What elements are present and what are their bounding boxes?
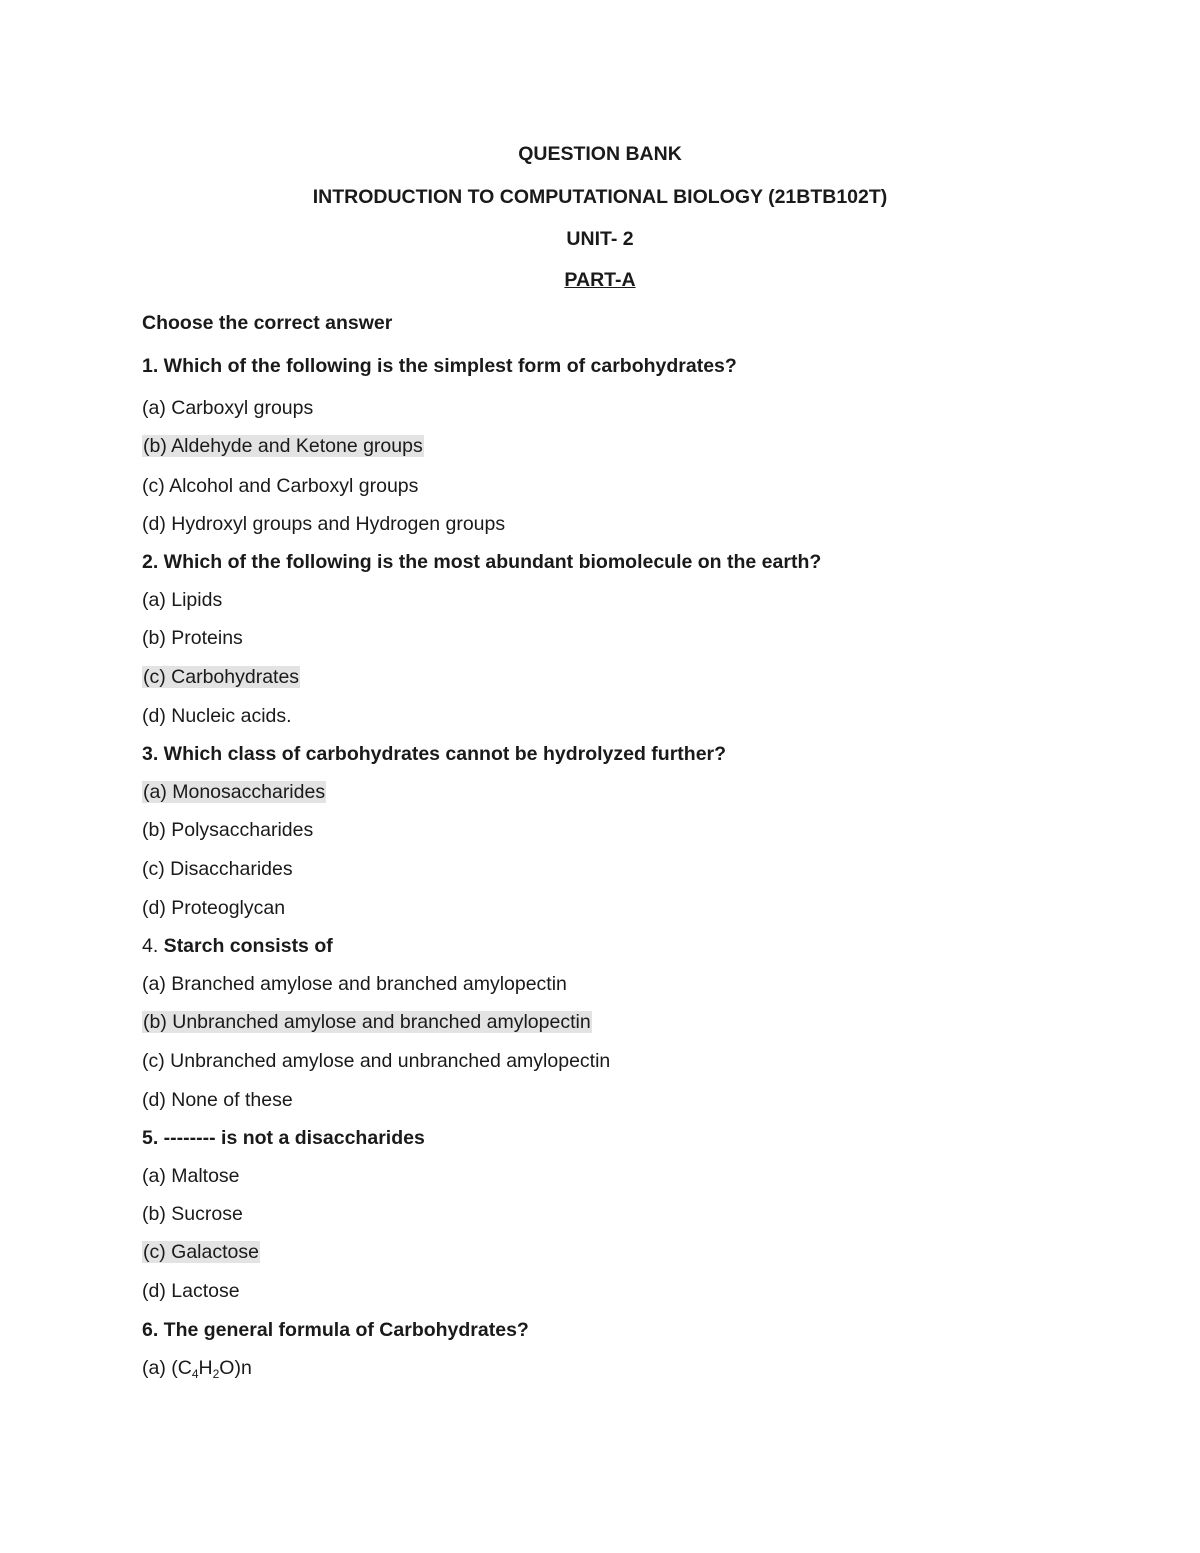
option-5b: (b) Sucrose [142,1203,243,1225]
formula-suffix: O)n [219,1357,252,1379]
unit-label: UNIT- 2 [566,228,634,250]
question-text: -------- is not a disaccharides [158,1127,425,1149]
option-2c [142,665,300,689]
question-2 [142,550,821,574]
option-5c [142,1240,260,1264]
option-1c: (c) Alcohol and Carboxyl groups [142,475,419,497]
formula-mid: H [198,1357,213,1379]
question-number: 4. [142,935,159,957]
option-1d: (d) Hydroxyl groups and Hydrogen groups [142,513,506,535]
formula-prefix: (a) (C [142,1357,192,1379]
option-1a: (a) Carboxyl groups [142,397,314,419]
question-text: Which of the following is the simplest form of carbohydrates? [158,355,737,377]
option-2b: (b) Proteins [142,627,243,649]
question-number: 2. [142,551,159,573]
question-number: 5. [142,1127,159,1149]
question-text: Starch consists of [158,935,333,957]
highlighted-answer: (c) Carbohydrates [143,666,300,688]
option-1b [142,434,424,458]
question-number: 6. [142,1319,159,1341]
instruction: Choose the correct answer [142,312,393,334]
option-4a: (a) Branched amylose and branched amylopectin [142,973,567,995]
part-label [0,268,1200,292]
option-3c: (c) Disaccharides [142,858,293,880]
question-text: The general formula of Carbohydrates? [158,1319,529,1341]
question-4 [142,934,333,958]
question-1 [142,354,737,378]
highlighted-answer: (a) Monosaccharides [143,781,326,803]
option-5a: (a) Maltose [142,1165,240,1187]
highlighted-answer: (b) Unbranched amylose and branched amylopectin [143,1011,591,1033]
option-2d: (d) Nucleic acids. [142,705,292,727]
page-title: QUESTION BANK [518,143,682,165]
question-3 [142,742,726,766]
question-number: 3. [142,743,159,765]
part-label-text: PART-A [564,269,636,291]
question-text: Which class of carbohydrates cannot be hydrolyzed further? [158,743,727,765]
highlighted-answer: (c) Galactose [143,1241,259,1263]
option-2a: (a) Lipids [142,589,223,611]
question-number: 1. [142,355,159,377]
option-5d: (d) Lactose [142,1280,240,1302]
formula-subscript-1: 4 [191,1367,199,1381]
option-3a [142,780,326,804]
highlighted-answer: (b) Aldehyde and Ketone groups [143,435,423,457]
question-6 [142,1318,529,1342]
question-text: Which of the following is the most abundant biomolecule on the earth? [158,551,822,573]
option-6a [142,1356,252,1380]
option-4d: (d) None of these [142,1089,293,1111]
course-title: INTRODUCTION TO COMPUTATIONAL BIOLOGY (21BTB102T) [312,186,888,208]
option-3d: (d) Proteoglycan [142,897,286,919]
option-4b [142,1010,592,1034]
formula-subscript-2: 2 [212,1367,220,1381]
option-4c: (c) Unbranched amylose and unbranched amylopectin [142,1050,611,1072]
question-5 [142,1126,425,1150]
option-3b: (b) Polysaccharides [142,819,314,841]
